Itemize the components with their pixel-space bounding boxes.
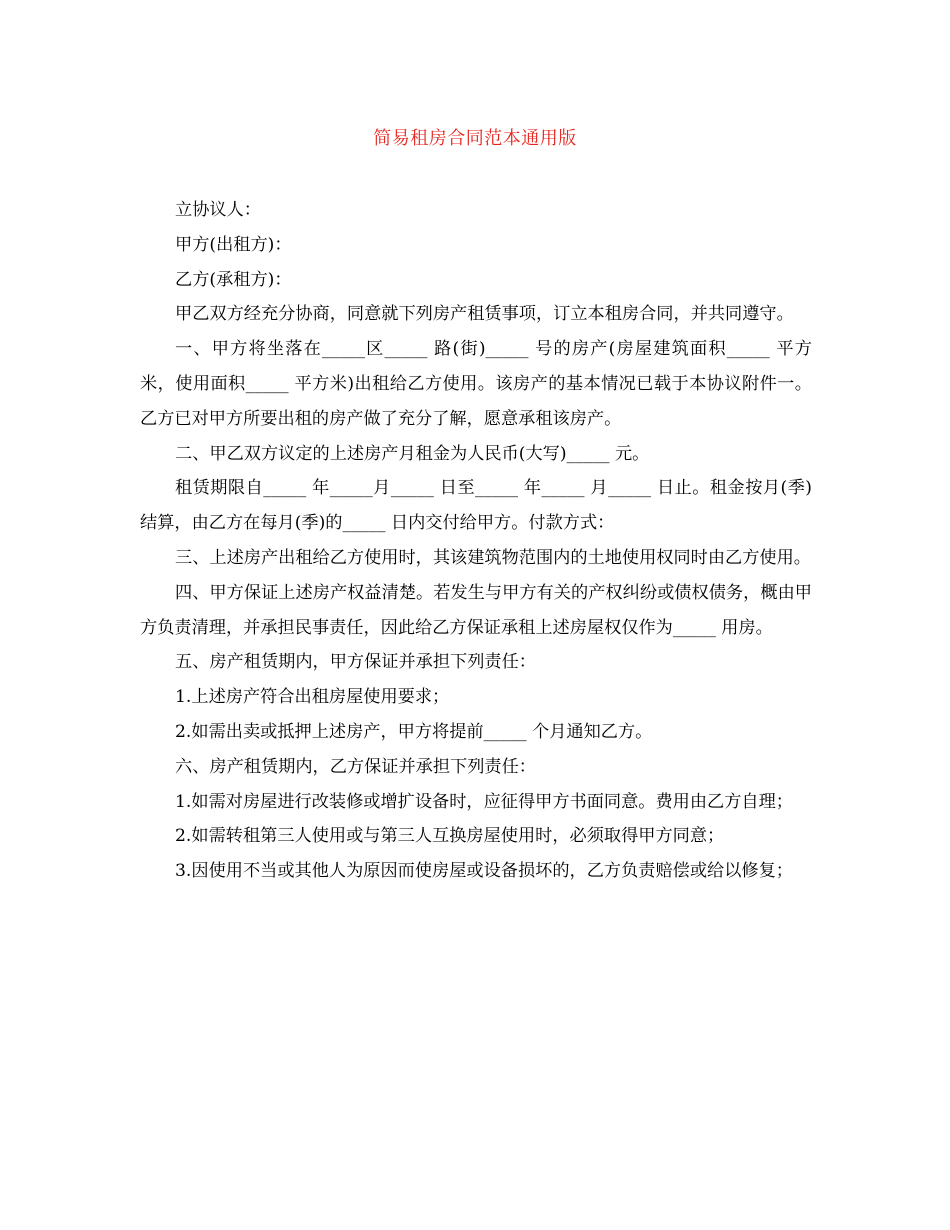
paragraph-party-b: 乙方(承租方)： — [175, 269, 292, 290]
paragraph-party-a: 甲方(出租方)： — [175, 234, 292, 255]
paragraph-clause-6-item-1: 1.如需对房屋进行改装修或增扩设备时，应征得甲方书面同意。费用由乙方自理； — [175, 791, 793, 812]
paragraph-lease-term: 租赁期限自_____ 年_____月_____ 日至_____ 年_____ 月_____ 日止。租金按月(季)结算，由乙方在每月(季)的_____ 日内交付给甲方。付款方式： — [140, 478, 812, 534]
document-body — [140, 193, 812, 889]
paragraph-clause-6-item-2: 2.如需转租第三人使用或与第三人互换房屋使用时，必须取得甲方同意； — [175, 826, 725, 847]
paragraph-clause-5-item-1: 1.上述房产符合出租房屋使用要求； — [175, 687, 450, 708]
paragraph-preamble: 甲乙双方经充分协商，同意就下列房产租赁事项，订立本租房合同，并共同遵守。 — [175, 304, 794, 325]
paragraph-clause-3: 三、上述房产出租给乙方使用时，其该建筑物范围内的土地使用权同时由乙方使用。 — [175, 547, 811, 568]
paragraph-clause-6: 六、房产租赁期内，乙方保证并承担下列责任： — [175, 756, 536, 777]
paragraph-clause-2: 二、甲乙双方议定的上述房产月租金为人民币(大写)_____ 元。 — [175, 443, 650, 464]
paragraph-clause-5-item-2: 2.如需出卖或抵押上述房产，甲方将提前_____ 个月通知乙方。 — [175, 721, 653, 742]
document-title: 简易租房合同范本通用版 — [373, 128, 577, 149]
paragraph-clause-1: 一、甲方将坐落在_____区_____ 路(街)_____ 号的房产(房屋建筑面积_____ 平方米，使用面积_____ 平方米)出租给乙方使用。该房产的基本情况已载于本协议附件一。乙方已对甲方所要出租的房产做了充分了解，愿意承租该房产。 — [140, 339, 812, 429]
paragraph-parties-heading: 立协议人： — [175, 200, 261, 220]
paragraph-clause-5: 五、房产租赁期内，甲方保证并承担下列责任： — [175, 652, 536, 673]
paragraph-clause-4: 四、甲方保证上述房产权益清楚。若发生与甲方有关的产权纠纷或债权债务，概由甲方负责清理，并承担民事责任，因此给乙方保证承租上述房屋权仅作为_____ 用房。 — [140, 582, 812, 638]
paragraph-clause-6-item-3: 3.因使用不当或其他人为原因而使房屋或设备损坏的，乙方负责赔偿或给以修复； — [175, 861, 793, 882]
